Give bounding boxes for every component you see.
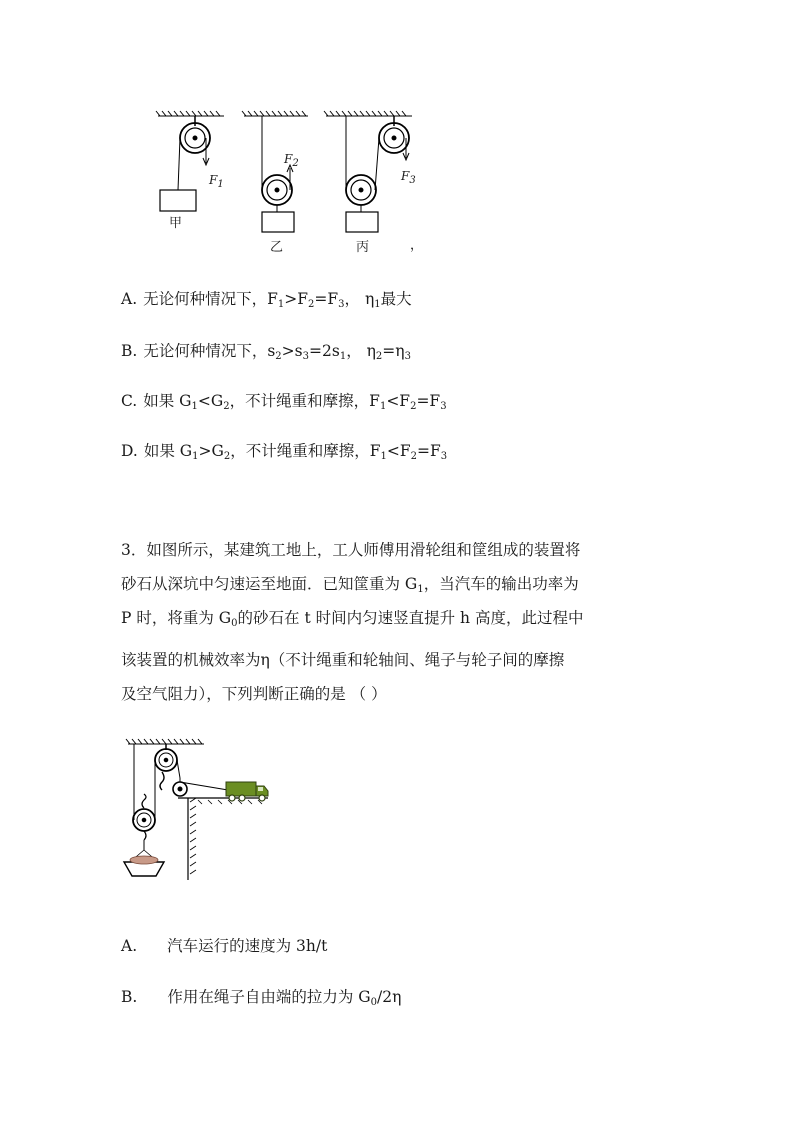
pulley-figure-1 (150, 108, 430, 258)
force-label-f3: $F_3$ (401, 169, 416, 186)
ceiling-hatch-c (324, 111, 412, 116)
pulley-truck-figure (118, 738, 278, 888)
q3-stem-line-5: 及空气阻力），下列判断正确的是 （ ） (121, 685, 387, 703)
q3-stem-line-2: 砂石从深坑中匀速运至地面．已知筐重为 $G_1$，当汽车的输出功率为 (121, 575, 579, 595)
q3-option-a[interactable]: A. 汽车运行的速度为 3h/t (121, 937, 328, 955)
q2-option-b[interactable]: B. 无论何种情况下，$s_2>s_3=2s_1$， $\eta_2=\eta_3$ (121, 342, 411, 362)
q3-stem-line-1: 3．如图所示，某建筑工地上，工人师傅用滑轮组和筐组成的装置将 (121, 541, 581, 559)
label-comma: ， (410, 238, 424, 253)
ceiling-hatch-a (156, 111, 224, 116)
label-yi: 乙 (270, 240, 284, 255)
ceiling-hatch-b (242, 111, 308, 116)
label-jia: 甲 (169, 216, 183, 231)
q3-stem-line-4: 该装置的机械效率为η（不计绳重和轮轴间、绳子与轮子间的摩擦 (121, 651, 565, 669)
force-label-f1: $F_1$ (209, 173, 224, 190)
q2-option-d[interactable]: D. 如果 $G_1>G_2$，不计绳重和摩擦，$F_1<F_2=F_3$ (121, 442, 448, 462)
force-label-f2: $F_2$ (284, 152, 299, 169)
q3-option-b[interactable]: B. 作用在绳子自由端的拉力为 $G_0/2\eta$ (121, 988, 402, 1008)
pulley-system-yi (262, 116, 294, 232)
q2-option-a[interactable]: A. 无论何种情况下，$F_1>F_2=F_3$， $\eta_1$最大 (121, 290, 412, 310)
sand-cargo (130, 856, 158, 864)
ceiling-hatch (126, 739, 204, 744)
pulley-system-bing (346, 116, 409, 232)
q2-option-c[interactable]: C. 如果 $G_1<G_2$，不计绳重和摩擦，$F_1<F_2=F_3$ (121, 392, 447, 412)
label-bing: 丙 (356, 240, 370, 255)
pulley-system-jia (160, 116, 210, 211)
q3-stem-line-3: P 时，将重为 $G_0$的砂石在 t 时间内匀速竖直提升 h 高度，此过程中 (121, 609, 584, 629)
